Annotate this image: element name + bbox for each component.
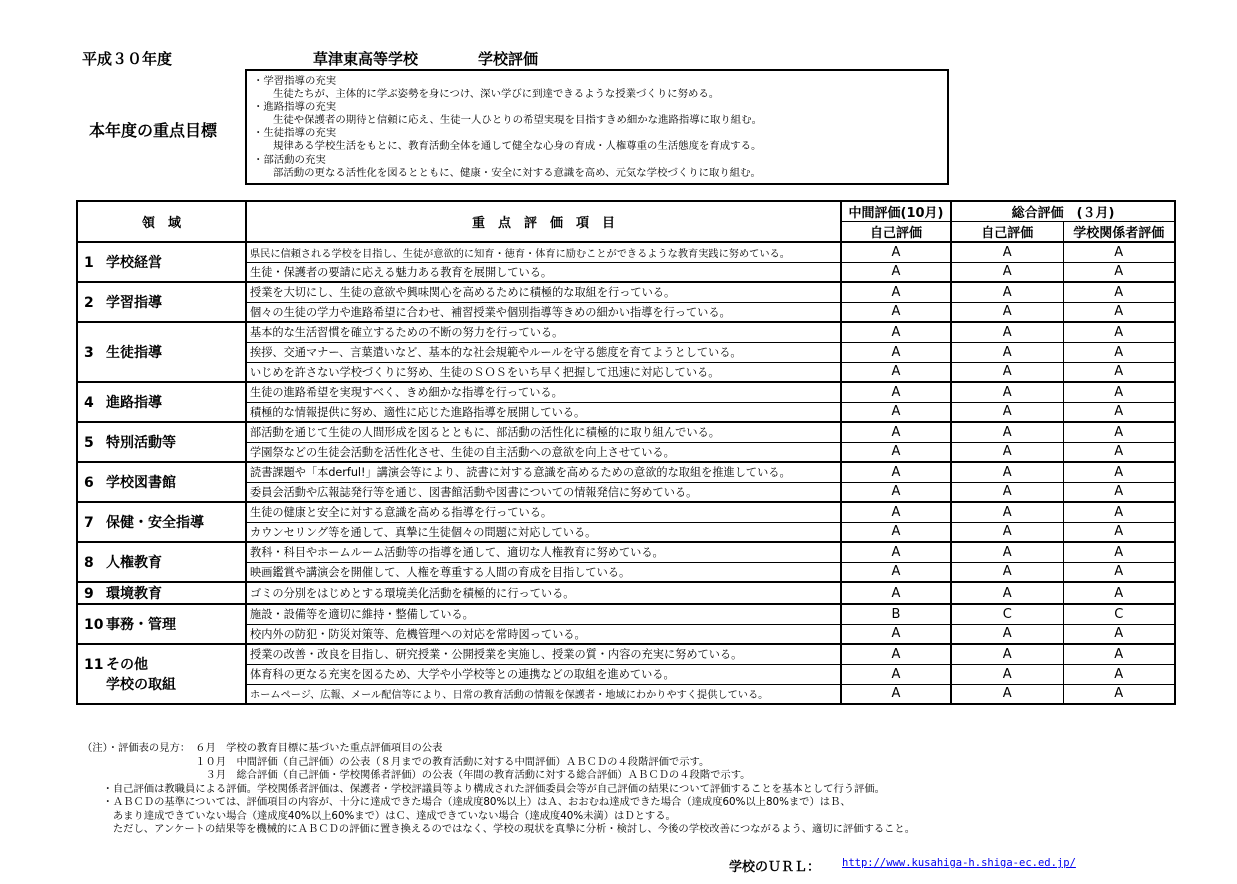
domain-name: 特別活動等: [106, 435, 176, 451]
final-self-grade: A: [951, 482, 1063, 502]
notes: [82, 742, 915, 837]
table-row: [77, 542, 1175, 562]
stakeholder-grade: A: [1063, 462, 1175, 482]
domain-number: 5: [84, 435, 94, 451]
evaluation-item: 委員会活動や広報誌発行等を通じ、図書館活動や図書についての情報発信に努めている。: [246, 482, 841, 502]
midterm-self-grade: A: [841, 644, 951, 664]
midterm-self-grade: B: [841, 604, 951, 624]
note-line: （注）・評価表の見方： ６月 学校の教育目標に基づいた重点評価項目の公表: [82, 742, 443, 754]
header-row: [77, 201, 1175, 222]
final-self-grade: A: [951, 562, 1063, 582]
midterm-self-grade: A: [841, 522, 951, 542]
domain-number: 11: [84, 657, 104, 673]
stakeholder-grade: A: [1063, 342, 1175, 362]
stakeholder-grade: A: [1063, 502, 1175, 522]
goal-description: 規律ある学校生活をもとに、教育活動全体を通して健全な心身の育成・人権尊重の生活態度を育成する。: [273, 140, 762, 153]
midterm-self-grade: A: [841, 402, 951, 422]
midterm-self-grade: A: [841, 502, 951, 522]
midterm-self-grade: A: [841, 282, 951, 302]
domain-number: 9: [84, 586, 94, 602]
midterm-self-grade: A: [841, 422, 951, 442]
domain-number: 10: [84, 617, 104, 633]
evaluation-item: 基本的な生活習慣を確立するための不断の努力を行っている。: [246, 322, 841, 342]
document-title: 学校評価: [478, 50, 539, 68]
domain-header: 領 域: [77, 201, 246, 242]
note-line: ただし、アンケートの結果等を機械的にＡＢＣＤの評価に置き換えるのではなく、学校の現状を真摯に分析・検討し、今後の学校改善につながるよう、適切に評価すること。: [82, 823, 916, 835]
evaluation-item: 部活動を通じて生徒の人間形成を図るとともに、部活動の活性化に積極的に取り組んでいる。: [246, 422, 841, 442]
final-self-grade: A: [951, 242, 1063, 262]
domain-cell: [77, 644, 246, 704]
final-self-grade: A: [951, 502, 1063, 522]
evaluation-item: 体育科の更なる充実を図るため、大学や小学校等との連携などの取組を進めている。: [246, 664, 841, 684]
midterm-self-grade: A: [841, 322, 951, 342]
domain-number: 4: [84, 395, 94, 411]
note-line: １０月 中間評価（自己評価）の公表（８月までの教育活動に対する中間評価）ＡＢＣＤの４段階評価で示す。: [82, 755, 710, 768]
midterm-self-grade: A: [841, 664, 951, 684]
note-line: ３月 総合評価（自己評価・学校関係者評価）の公表（年間の教育活動に対する総合評価）ＡＢＣＤの４段階で示す。: [82, 769, 751, 781]
stakeholder-grade: A: [1063, 562, 1175, 582]
final-self-grade: A: [951, 262, 1063, 282]
final-self-grade: A: [951, 582, 1063, 604]
stakeholder-grade: A: [1063, 382, 1175, 402]
stakeholder-grade: A: [1063, 684, 1175, 704]
final-self-grade: A: [951, 664, 1063, 684]
domain-name: 学校経営: [106, 255, 162, 271]
items-header: 重 点 評 価 項 目: [246, 201, 841, 242]
midterm-self-grade: A: [841, 382, 951, 402]
evaluation-item: 授業の改善・改良を目指し、研究授業・公開授業を実施し、授業の質・内容の充実に努めている。: [246, 644, 841, 664]
final-self-grade: A: [951, 382, 1063, 402]
final-self-header: 自己評価: [951, 222, 1063, 243]
note-line: ・ＡＢＣＤの基準については、評価項目の内容が、十分に達成できた場合（達成度80%以上）はＡ、おおむね達成できた場合（達成度60%以上80%まで）はＢ、: [82, 796, 851, 808]
domain-name: 学校の取組: [106, 677, 176, 693]
goal-heading: ・生徒指導の充実: [253, 127, 337, 140]
domain-cell: [77, 502, 246, 542]
table-row: [77, 462, 1175, 482]
goals-box: [245, 69, 949, 185]
final-self-grade: A: [951, 322, 1063, 342]
evaluation-item: ホームページ、広報、メール配信等により、日常の教育活動の情報を保護者・地域にわかりやすく提供している。: [246, 684, 841, 704]
stakeholder-grade: A: [1063, 664, 1175, 684]
final-self-grade: A: [951, 282, 1063, 302]
midterm-self-grade: A: [841, 684, 951, 704]
stakeholder-grade: C: [1063, 604, 1175, 624]
midterm-self-grade: A: [841, 342, 951, 362]
final-self-grade: A: [951, 442, 1063, 462]
midterm-header: 中間評価(10月): [841, 201, 951, 222]
final-self-grade: A: [951, 624, 1063, 644]
fiscal-year: 平成３０年度: [82, 50, 173, 68]
goals-label: 本年度の重点目標: [89, 121, 218, 140]
midterm-self-grade: A: [841, 262, 951, 282]
domain-name: その他: [106, 657, 148, 673]
domain-number: 3: [84, 345, 94, 361]
evaluation-item: 授業を大切にし、生徒の意欲や興味関心を高めるために積極的な取組を行っている。: [246, 282, 841, 302]
final-self-grade: A: [951, 402, 1063, 422]
stakeholder-grade: A: [1063, 522, 1175, 542]
note-line: あまり達成できていない場合（達成度40%以上60%まで）はＣ、達成できていない場合（達成度40%未満）はＤとする。: [82, 809, 676, 822]
domain-number: 6: [84, 475, 94, 491]
evaluation-item: 生徒の進路希望を実現すべく、きめ細かな指導を行っている。: [246, 382, 841, 402]
evaluation-item: いじめを許さない学校づくりに努め、生徒のＳＯＳをいち早く把握して迅速に対応している。: [246, 362, 841, 382]
midterm-self-grade: A: [841, 582, 951, 604]
domain-cell: [77, 542, 246, 582]
table-row: [77, 282, 1175, 302]
stakeholder-grade: A: [1063, 624, 1175, 644]
table-body: [77, 242, 1175, 704]
midterm-self-grade: A: [841, 482, 951, 502]
domain-name: 環境教育: [106, 586, 162, 602]
stakeholder-header: 学校関係者評価: [1063, 222, 1175, 243]
domain-name: 生徒指導: [106, 345, 162, 361]
note-line: ・自己評価は教職員による評価。学校関係者評価は、保護者・学校評議員等より構成された評価委員会等が自己評価の結果について評価することを基本として行う評価。: [82, 782, 885, 795]
evaluation-table: [76, 200, 1176, 705]
table-row: [77, 604, 1175, 624]
stakeholder-grade: A: [1063, 302, 1175, 322]
midterm-self-grade: A: [841, 542, 951, 562]
goal-description: 生徒や保護者の期待と信頼に応え、生徒一人ひとりの希望実現を目指すきめ細かな進路指導に取り組む。: [273, 114, 762, 127]
domain-cell: [77, 582, 246, 604]
school-name: 草津東高等学校: [313, 50, 419, 68]
midterm-self-grade: A: [841, 562, 951, 582]
evaluation-item: 生徒の健康と安全に対する意識を高める指導を行っている。: [246, 502, 841, 522]
url-label: 学校のＵＲＬ：: [729, 860, 821, 875]
final-header: 総合評価 (３月): [951, 201, 1175, 222]
final-self-grade: A: [951, 644, 1063, 664]
evaluation-item: 読書課題や「本derful!」講演会等により、読書に対する意識を高めるための意欲的な取組を推進している。: [246, 462, 841, 482]
domain-name: 学校図書館: [106, 475, 176, 491]
domain-cell: [77, 382, 246, 422]
domain-number: 8: [84, 555, 94, 571]
domain-cell: [77, 242, 246, 282]
domain-cell: [77, 322, 246, 382]
final-self-grade: A: [951, 362, 1063, 382]
evaluation-item: 県民に信頼される学校を目指し、生徒が意欲的に知育・徳育・体育に励むことができるような教育実践に努めている。: [246, 242, 841, 262]
stakeholder-grade: A: [1063, 262, 1175, 282]
domain-number: 1: [84, 255, 94, 271]
goal-description: 部活動の更なる活性化を図るとともに、健康・安全に対する意識を高め、元気な学校づくりに取り組む。: [273, 166, 761, 179]
domain-cell: [77, 604, 246, 644]
evaluation-item: 映画鑑賞や講演会を開催して、人権を尊重する人間の育成を目指している。: [246, 562, 841, 582]
table-row: [77, 644, 1175, 664]
table-row: [77, 422, 1175, 442]
goal-description: 生徒たちが、主体的に学ぶ姿勢を身につけ、深い学びに到達できるような授業づくりに努める。: [273, 88, 720, 101]
evaluation-item: 校内外の防犯・防災対策等、危機管理への対応を常時図っている。: [246, 624, 841, 644]
stakeholder-grade: A: [1063, 422, 1175, 442]
stakeholder-grade: A: [1063, 644, 1175, 664]
domain-number: 2: [84, 295, 94, 311]
domain-name: 保健・安全指導: [106, 515, 204, 531]
table-row: [77, 582, 1175, 604]
stakeholder-grade: A: [1063, 442, 1175, 462]
stakeholder-grade: A: [1063, 402, 1175, 422]
domain-name: 学習指導: [106, 295, 162, 311]
domain-cell: [77, 422, 246, 462]
stakeholder-grade: A: [1063, 242, 1175, 262]
evaluation-item: 施設・設備等を適切に維持・整備している。: [246, 604, 841, 624]
domain-cell: [77, 282, 246, 322]
school-url-link[interactable]: http://www.kusahiga-h.shiga-ec.ed.jp/: [842, 857, 1076, 869]
midterm-self-grade: A: [841, 624, 951, 644]
evaluation-item: 挨拶、交通マナー、言葉遣いなど、基本的な社会規範やルールを守る態度を育てようとしている。: [246, 342, 841, 362]
final-self-grade: C: [951, 604, 1063, 624]
final-self-grade: A: [951, 342, 1063, 362]
evaluation-item: カウンセリング等を通して、真摯に生徒個々の問題に対応している。: [246, 522, 841, 542]
stakeholder-grade: A: [1063, 322, 1175, 342]
table-row: [77, 322, 1175, 342]
goal-heading: ・学習指導の充実: [253, 75, 337, 87]
domain-cell: [77, 462, 246, 502]
evaluation-item: 学園祭などの生徒会活動を活性化させ、生徒の自主活動への意欲を向上させている。: [246, 442, 841, 462]
evaluation-item: 積極的な情報提供に努め、適性に応じた進路指導を展開している。: [246, 402, 841, 422]
midterm-self-grade: A: [841, 442, 951, 462]
final-self-grade: A: [951, 462, 1063, 482]
domain-name: 人権教育: [106, 555, 162, 571]
midterm-self-grade: A: [841, 302, 951, 322]
midterm-self-grade: A: [841, 362, 951, 382]
final-self-grade: A: [951, 684, 1063, 704]
midterm-self-grade: A: [841, 242, 951, 262]
evaluation-item: ゴミの分別をはじめとする環境美化活動を積極的に行っている。: [246, 582, 841, 604]
goal-heading: ・部活動の充実: [253, 153, 326, 166]
domain-number: 7: [84, 515, 94, 531]
final-self-grade: A: [951, 542, 1063, 562]
table-row: [77, 242, 1175, 262]
domain-name: 事務・管理: [106, 617, 176, 633]
midterm-self-header: 自己評価: [841, 222, 951, 243]
stakeholder-grade: A: [1063, 542, 1175, 562]
stakeholder-grade: A: [1063, 362, 1175, 382]
stakeholder-grade: A: [1063, 482, 1175, 502]
stakeholder-grade: A: [1063, 282, 1175, 302]
domain-name: 進路指導: [106, 395, 162, 411]
final-self-grade: A: [951, 302, 1063, 322]
table-row: [77, 382, 1175, 402]
table-row: [77, 502, 1175, 522]
midterm-self-grade: A: [841, 462, 951, 482]
stakeholder-grade: A: [1063, 582, 1175, 604]
evaluation-item: 教科・科目やホームルーム活動等の指導を通して、適切な人権教育に努めている。: [246, 542, 841, 562]
final-self-grade: A: [951, 422, 1063, 442]
evaluation-item: 個々の生徒の学力や進路希望に合わせ、補習授業や個別指導等きめの細かい指導を行っている。: [246, 302, 841, 322]
goal-heading: ・進路指導の充実: [253, 101, 337, 114]
final-self-grade: A: [951, 522, 1063, 542]
evaluation-item: 生徒・保護者の要請に応える魅力ある教育を展開している。: [246, 262, 841, 282]
